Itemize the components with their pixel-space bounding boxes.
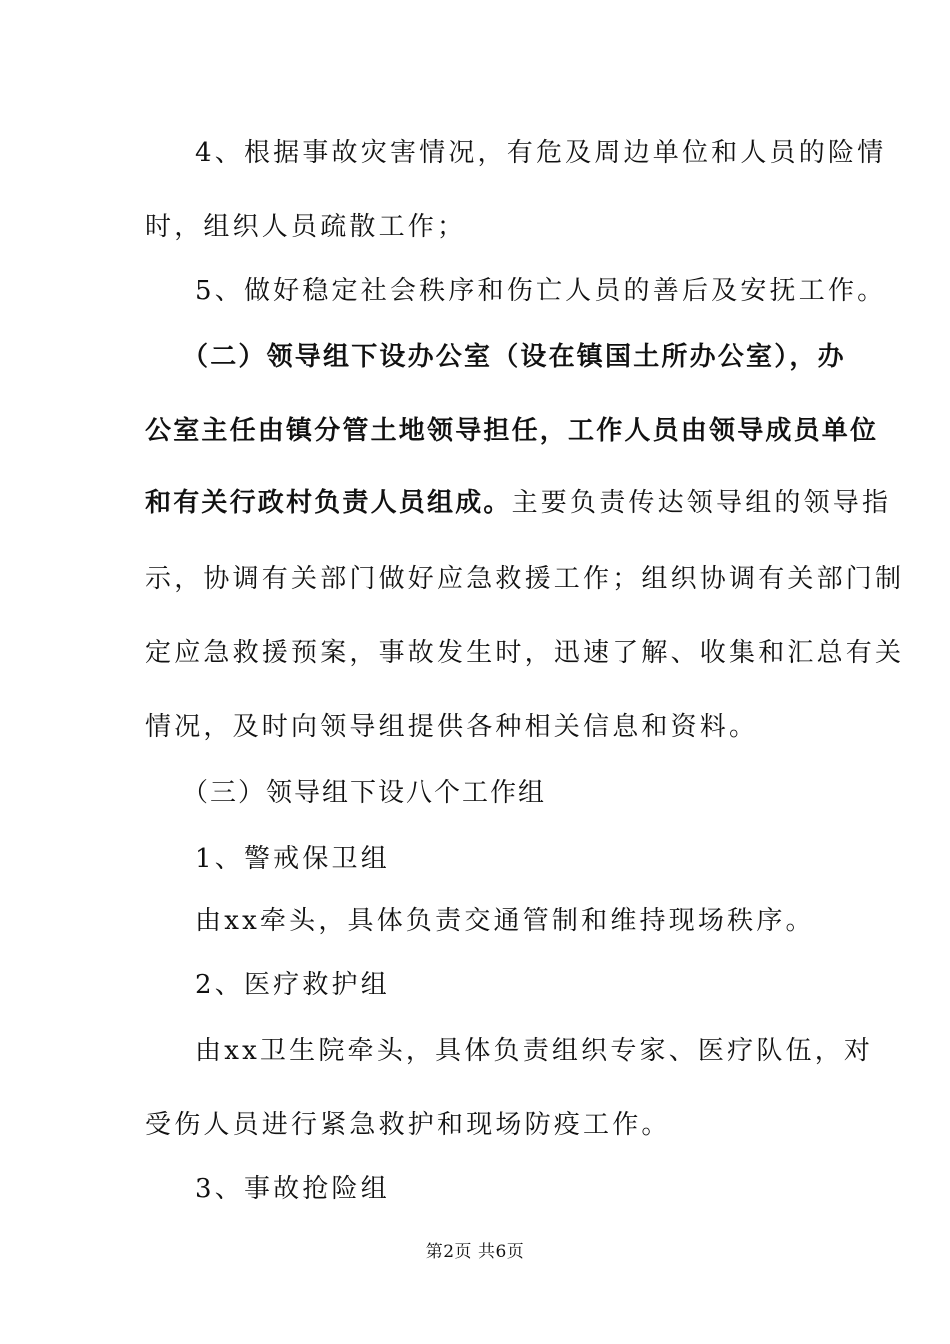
list-item-2-body-1: 由xx卫生院牵头，具体负责组织专家、医疗队伍，对 [195,1036,874,1066]
page-number-footer: 第2页 共6页 [425,1242,525,1262]
paragraph-bold-fragment: 和有关行政村负责人员组成。 [145,488,512,518]
section-heading-office: （二）领导组下设办公室（设在镇国土所办公室），办 [182,342,846,372]
paragraph-line-3: 5、做好稳定社会秩序和伤亡人员的善后及安抚工作。 [195,276,887,306]
paragraph-line-2: 时，组织人员疏散工作； [145,212,467,242]
list-item-2-title: 2、医疗救护组 [195,970,390,1000]
paragraph-line-7: 示，协调有关部门做好应急救援工作；组织协调有关部门制 [145,564,905,594]
paragraph-line-8: 定应急救援预案，事故发生时，迅速了解、收集和汇总有关 [145,638,905,668]
list-item-1-body: 由xx牵头，具体负责交通管制和维持现场秩序。 [195,906,815,936]
list-item-1-title: 1、警戒保卫组 [195,844,390,874]
paragraph-line-bold-2: 公室主任由镇分管土地领导担任，工作人员由领导成员单位 [145,416,879,446]
list-item-3-title: 3、事故抢险组 [195,1174,390,1204]
list-item-2-body-2: 受伤人员进行紧急救护和现场防疫工作。 [145,1110,671,1140]
paragraph-line-9: 情况，及时向领导组提供各种相关信息和资料。 [145,712,759,742]
paragraph-normal-fragment: 主要负责传达领导组的领导指 [511,488,892,518]
paragraph-line-1: 4、根据事故灾害情况，有危及周边单位和人员的险情 [195,138,887,168]
section-heading-workgroups: （三）领导组下设八个工作组 [182,778,547,808]
paragraph-line-mixed [145,486,950,520]
